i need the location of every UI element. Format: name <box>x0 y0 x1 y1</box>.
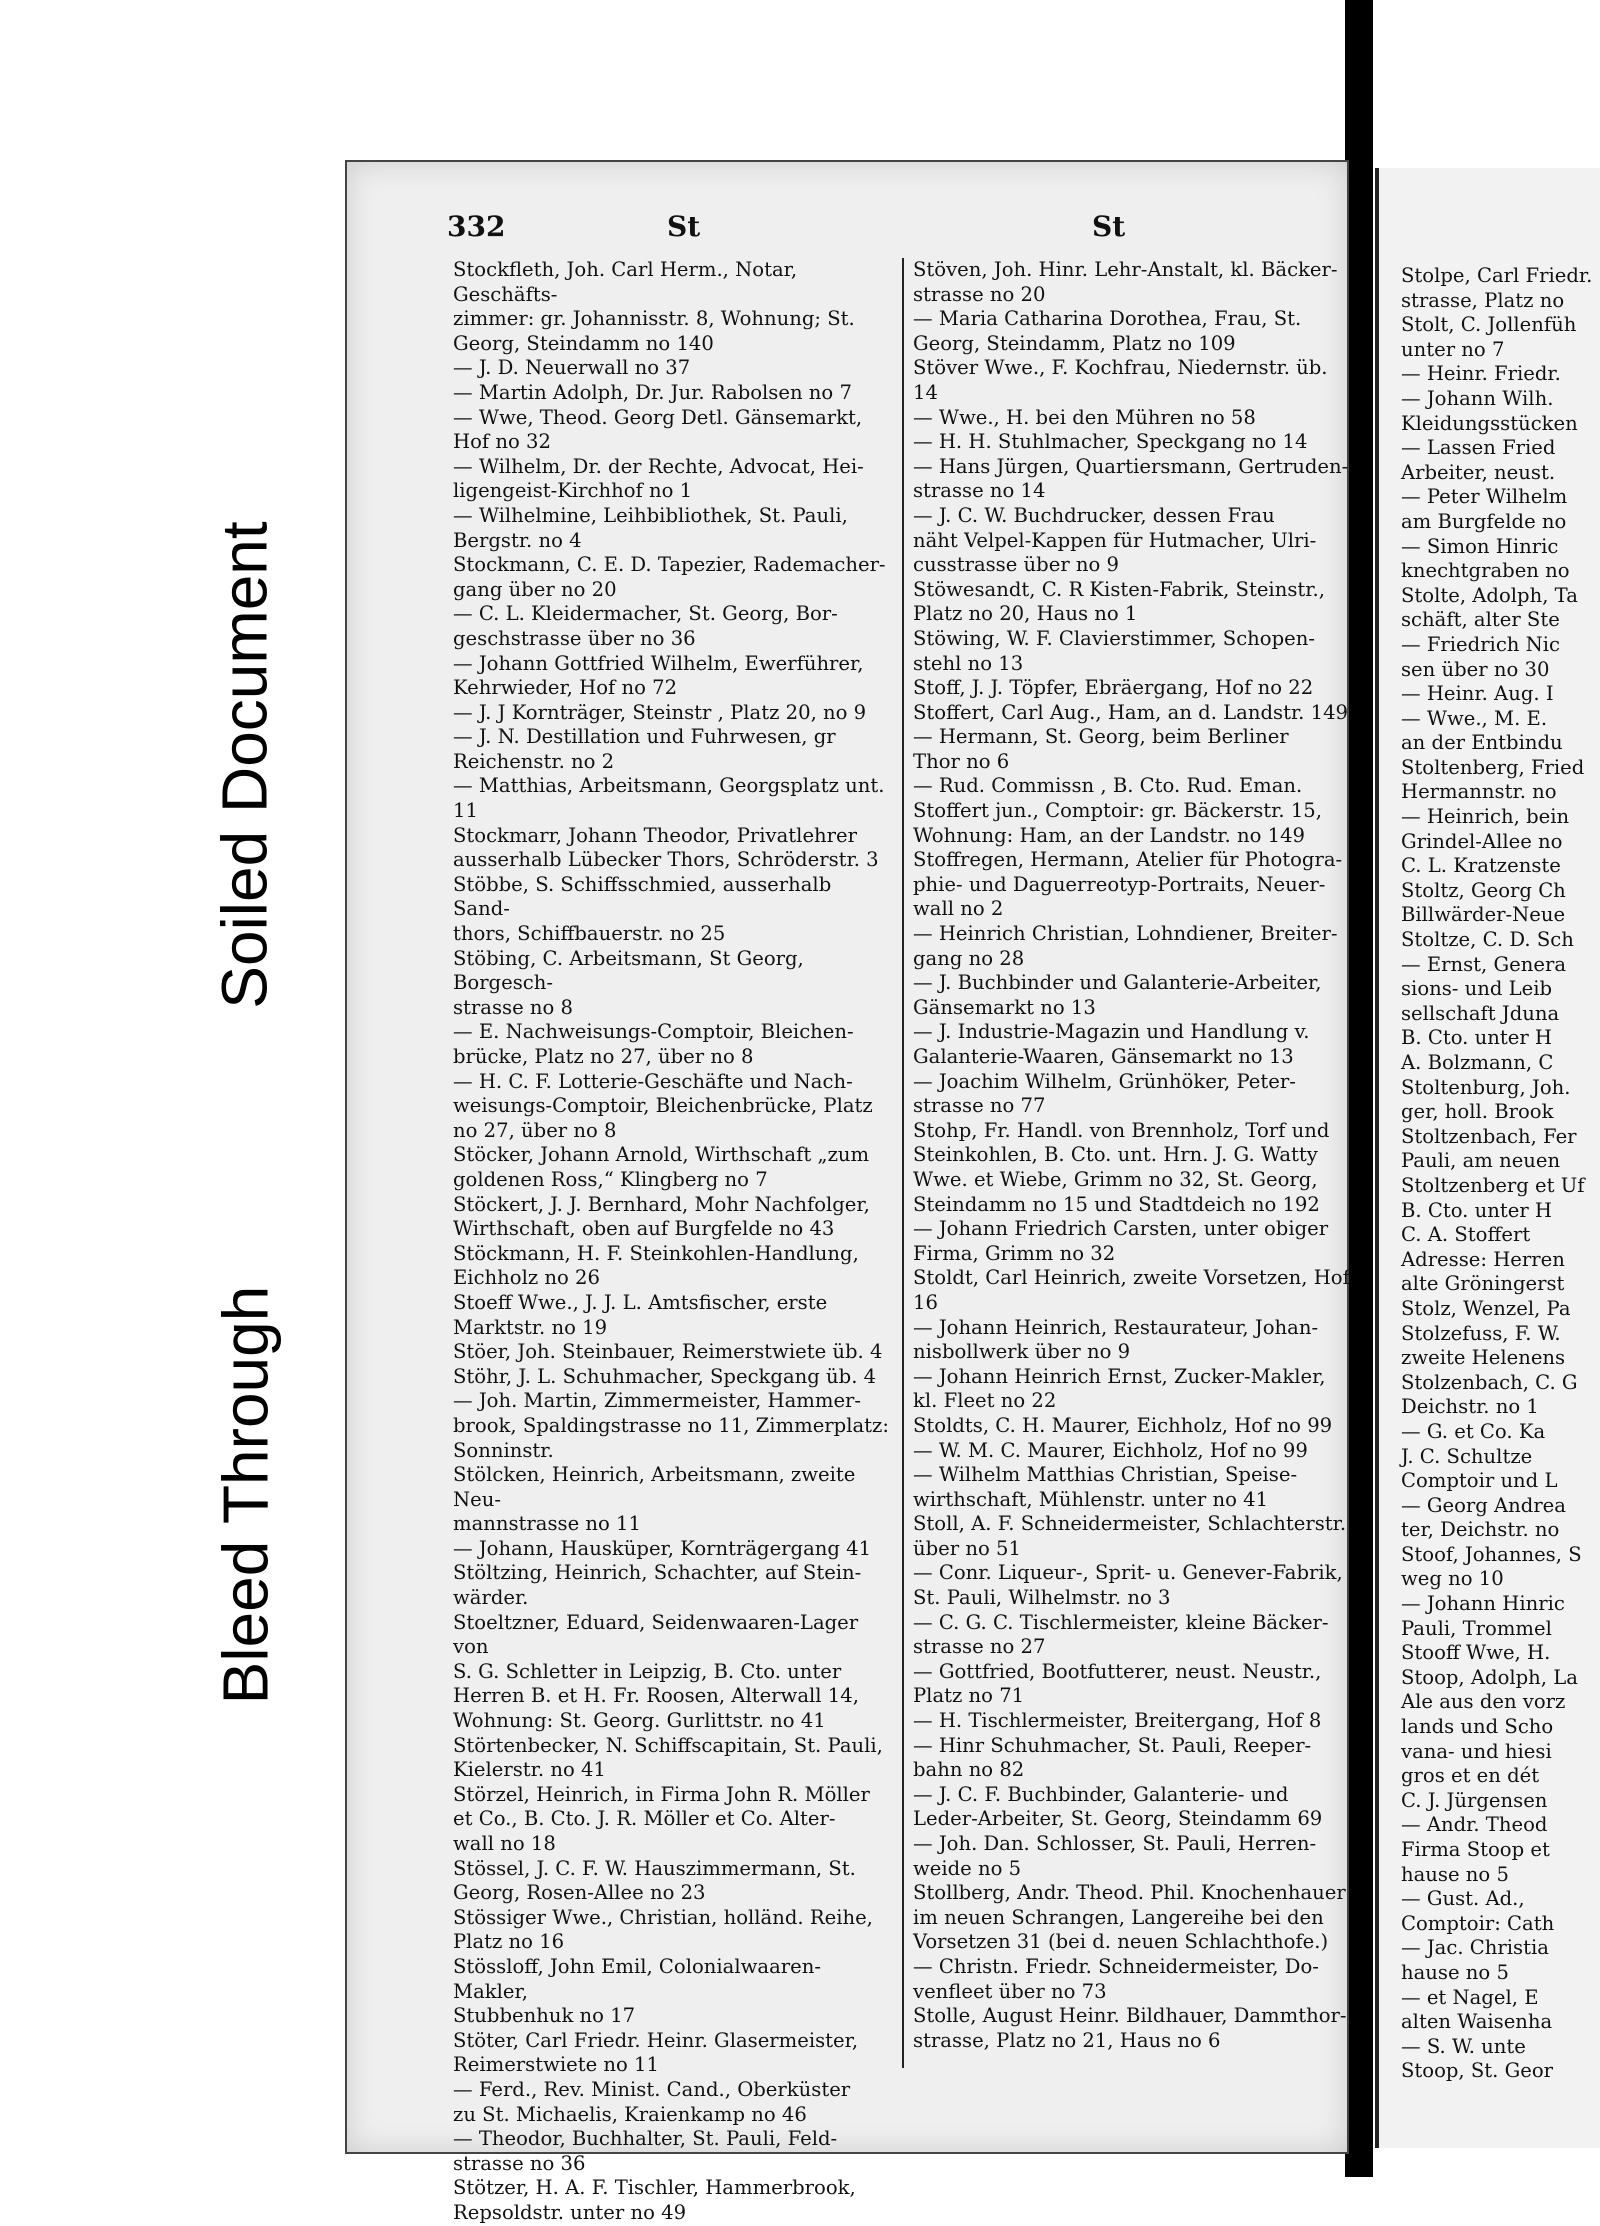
directory-line: Stöbbe, S. Schiffsschmied, ausserhalb Sand- <box>453 872 838 921</box>
next-page-line: — Simon Hinric <box>1401 534 1559 558</box>
directory-line: Stubbenhuk no 17 <box>453 2004 636 2028</box>
directory-line: cusstrasse über no 9 <box>913 553 1120 577</box>
next-page-line: — Lassen Fried <box>1401 436 1556 460</box>
directory-line: über no 51 <box>913 1536 1021 1560</box>
directory-line: Stockfleth, Joh. Carl Herm., Notar, Geschäfts- <box>453 258 804 306</box>
next-page-line: A. Bolzmann, C <box>1401 1051 1554 1074</box>
next-page-line: an der Entbindu <box>1401 731 1563 755</box>
next-page-line: — S. W. unte <box>1401 2034 1526 2058</box>
next-page-line: hause no 5 <box>1401 1862 1509 1886</box>
next-page-line: zweite Helenens <box>1401 1346 1566 1370</box>
directory-line: — J. J Kornträger, Steinstr , Platz 20, no 9 <box>453 700 867 724</box>
directory-line: no 27, über no 8 <box>453 1118 617 1142</box>
next-page-line: — Georg Andrea <box>1401 1493 1566 1517</box>
next-page-line: Ale aus den vorz <box>1401 1690 1566 1714</box>
directory-line: — W. M. C. Maurer, Eichholz, Hof no 99 <box>913 1438 1308 1462</box>
directory-line: — Wilhelmine, Leihbibliothek, St. Pauli, <box>453 503 848 527</box>
next-page-line: — Heinr. Friedr. <box>1401 362 1561 386</box>
next-page-column <box>1401 264 1592 2084</box>
directory-line: — Rud. Commissn , B. Cto. Rud. Eman. <box>913 774 1303 798</box>
directory-line: — J. D. Neuerwall no 37 <box>453 356 691 380</box>
next-page-line: Stoop, Adolph, La <box>1401 1665 1578 1689</box>
directory-line: strasse no 36 <box>453 2151 586 2175</box>
directory-line: Stöven, Joh. Hinr. Lehr-Anstalt, kl. Bäcker- <box>913 258 1338 281</box>
directory-line: — Hermann, St. Georg, beim Berliner <box>913 725 1289 749</box>
directory-line: — H. H. Stuhlmacher, Speckgang no 14 <box>913 430 1308 454</box>
directory-line: Wohnung: St. Georg. Gurlittstr. no 41 <box>453 1709 826 1733</box>
next-page-line: Hermannstr. no <box>1401 780 1557 804</box>
directory-line: strasse no 27 <box>913 1635 1046 1659</box>
directory-line: — Johann Heinrich, Restaurateur, Johan- <box>913 1315 1319 1339</box>
next-page-line: Comptoir: Cath <box>1401 1911 1555 1935</box>
directory-line: Kehrwieder, Hof no 72 <box>453 676 678 700</box>
directory-line: et Co., B. Cto. J. R. Möller et Co. Alter- <box>453 1807 836 1831</box>
next-page-line: hause no 5 <box>1401 1960 1509 1984</box>
directory-line: mannstrasse no 11 <box>453 1512 641 1536</box>
next-page-line: — Jac. Christia <box>1401 1936 1549 1960</box>
directory-line: geschstrasse über no 36 <box>453 626 696 650</box>
directory-line: Stoldts, C. H. Maurer, Eichholz, Hof no 99 <box>913 1413 1333 1437</box>
directory-line: — Matthias, Arbeitsmann, Georgsplatz unt. 11 <box>453 774 891 823</box>
directory-line: — Johann Gottfried Wilhelm, Ewerführer, <box>453 651 864 675</box>
next-page-line: C. L. Kratzenste <box>1401 854 1561 878</box>
directory-line: Stössloff, John Emil, Colonialwaaren-Makler, <box>453 1954 821 2003</box>
next-page-line: Stolpe, Carl Friedr. <box>1401 264 1593 287</box>
directory-line: Georg, Rosen-Allee no 23 <box>453 1881 706 1905</box>
soiled-document-text: Soiled Document <box>209 521 281 1009</box>
directory-line: — H. C. F. Lotterie-Geschäfte und Nach- <box>453 1069 853 1093</box>
directory-line: gang über no 20 <box>453 577 617 601</box>
next-page-line: C. A. Stoffert <box>1401 1223 1531 1247</box>
next-page-line: — G. et Co. Ka <box>1401 1419 1546 1443</box>
directory-line: — H. Tischlermeister, Breitergang, Hof 8 <box>913 1709 1322 1733</box>
directory-line: Repsoldstr. unter no 49 <box>453 2200 687 2224</box>
directory-line: — Ferd., Rev. Minist. Cand., Oberküster <box>453 2077 851 2101</box>
directory-line: brook, Spaldingstrasse no 11, Zimmerplatz: <box>453 1413 889 1437</box>
directory-line: — Johann, Hausküper, Kornträgergang 41 <box>453 1536 872 1560</box>
directory-line: Gänsemarkt no 13 <box>913 995 1096 1019</box>
page-number: 332 <box>447 210 506 243</box>
next-page-line: — Gust. Ad., <box>1401 1887 1525 1911</box>
page-header <box>347 210 1347 250</box>
directory-line: Stöhr, J. L. Schuhmacher, Speckgang üb. 4 <box>453 1364 877 1388</box>
directory-line: Stöter, Carl Friedr. Heinr. Glasermeister, <box>453 2028 859 2052</box>
directory-line: wall no 2 <box>913 897 1004 921</box>
directory-line: — Joh. Martin, Zimmermeister, Hammer- <box>453 1389 862 1413</box>
next-page-line: — Andr. Theod <box>1401 1813 1548 1837</box>
directory-line: — J. Industrie-Magazin und Handlung v. <box>913 1020 1310 1044</box>
directory-line: — Conr. Liqueur-, Sprit- u. Genever-Fabrik, <box>913 1561 1343 1585</box>
next-page-line: unter no 7 <box>1401 337 1505 361</box>
next-page-line: Grindel-Allee no <box>1401 829 1563 853</box>
next-page-line: ter, Deichstr. no <box>1401 1518 1560 1542</box>
directory-line: — Maria Catharina Dorothea, Frau, St. <box>913 307 1302 331</box>
directory-line: venfleet über no 73 <box>913 1979 1107 2003</box>
next-page-line: — Ernst, Genera <box>1401 952 1567 976</box>
directory-line: Stoeff Wwe., J. J. L. Amtsfischer, erste <box>453 1290 828 1314</box>
directory-line: phie- und Daguerreotyp-Portraits, Neuer- <box>913 872 1326 896</box>
next-page-line: — Peter Wilhelm <box>1401 485 1568 509</box>
directory-line: — Joh. Dan. Schlosser, St. Pauli, Herren- <box>913 1832 1317 1855</box>
next-page-line: — Wwe., M. E. <box>1401 706 1548 730</box>
next-page-line: Comptoir und L <box>1401 1469 1558 1493</box>
directory-line: Reimerstwiete no 11 <box>453 2053 659 2077</box>
next-page-line: Stoltzenbach, Fer <box>1401 1124 1577 1148</box>
next-page-edge <box>1375 168 1600 2148</box>
directory-line: — Wilhelm Matthias Christian, Speise- <box>913 1463 1298 1487</box>
next-page-line: Stoltenburg, Joh. <box>1401 1075 1571 1099</box>
directory-line: brücke, Platz no 27, über no 8 <box>453 1045 754 1068</box>
directory-line: Stollberg, Andr. Theod. Phil. Knochenhauer <box>913 1881 1346 1905</box>
next-page-line: am Burgfelde no <box>1401 509 1567 533</box>
directory-line: Wohnung: Ham, an der Landstr. no 149 <box>913 823 1306 847</box>
directory-line: Stolle, August Heinr. Bildhauer, Dammthor- <box>913 2004 1347 2028</box>
directory-line: im neuen Schrangen, Langereihe bei den <box>913 1905 1324 1929</box>
directory-line: Stötzer, H. A. F. Tischler, Hammerbrook, <box>453 2176 856 2200</box>
next-page-line: Billwärder-Neue <box>1401 903 1566 927</box>
directory-line: — Martin Adolph, Dr. Jur. Rabolsen no 7 <box>453 380 852 404</box>
next-page-line: — et Nagel, E <box>1401 1985 1539 2009</box>
next-page-line: B. Cto. unter H <box>1401 1198 1553 1222</box>
next-page-line: knechtgraben no <box>1401 559 1570 583</box>
directory-line: Stöckmann, H. F. Steinkohlen-Handlung, <box>453 1241 859 1265</box>
directory-line: Stoffregen, Hermann, Atelier für Photogra- <box>913 848 1343 872</box>
left-column-header: St <box>667 210 701 243</box>
next-page-line: Pauli, am neuen <box>1401 1149 1561 1173</box>
directory-line: — Hinr Schuhmacher, St. Pauli, Reeper- <box>913 1733 1312 1757</box>
directory-page <box>345 160 1357 2224</box>
directory-line: — C. L. Kleidermacher, St. Georg, Bor- <box>453 602 838 626</box>
next-page-line: sions- und Leib <box>1401 977 1553 1001</box>
right-column <box>913 258 1357 2053</box>
next-page-line: Stolt, C. Jollenfüh <box>1401 313 1577 337</box>
next-page-line: strasse, Platz no <box>1401 288 1565 312</box>
directory-line: Stöckert, J. J. Bernhard, Mohr Nachfolger, <box>453 1192 870 1216</box>
directory-line: Steindamm no 15 und Stadtdeich no 192 <box>913 1192 1320 1216</box>
directory-line: Eichholz no 26 <box>453 1266 600 1290</box>
directory-line: S. G. Schletter in Leipzig, B. Cto. unter <box>453 1659 842 1683</box>
next-page-line: sellschaft Jduna <box>1401 1001 1560 1025</box>
next-page-line: B. Cto. unter H <box>1401 1026 1553 1050</box>
next-page-line: — Heinrich, bein <box>1401 805 1570 829</box>
directory-line: — Johann Friedrich Carsten, unter obiger <box>913 1217 1329 1241</box>
bleed-through-label <box>200 1190 290 1800</box>
directory-line: Stöbing, C. Arbeitsmann, St Georg, Borgesch- <box>453 946 811 995</box>
directory-line: Störtenbecker, N. Schiffscapitain, St. Pauli, <box>453 1733 883 1757</box>
directory-line: Vorsetzen 31 (bei d. neuen Schlachthofe.) <box>913 1930 1329 1954</box>
next-page-line: C. J. Jürgensen <box>1401 1788 1548 1812</box>
next-page-line: Stolzefuss, F. W. <box>1401 1321 1561 1345</box>
directory-line: Stoff, J. J. Töpfer, Ebräergang, Hof no 22 <box>913 676 1314 700</box>
directory-line: weide no 5 <box>913 1856 1022 1880</box>
next-page-line: Stoltze, C. D. Sch <box>1401 928 1574 952</box>
directory-line: goldenen Ross,“ Klingberg no 7 <box>453 1167 768 1191</box>
directory-line: Thor no 6 <box>913 749 1010 773</box>
directory-line: zimmer: gr. Johannisstr. 8, Wohnung; St. <box>453 307 855 331</box>
directory-line: — J. N. Destillation und Fuhrwesen, gr <box>453 725 836 749</box>
next-page-line: Kleidungsstücken <box>1401 411 1578 435</box>
directory-line: Stoldt, Carl Heinrich, zweite Vorsetzen, Hof 16 <box>913 1266 1357 1314</box>
next-page-line: Stolzenbach, C. G <box>1401 1370 1578 1394</box>
directory-line: weisungs-Comptoir, Bleichenbrücke, Platz <box>453 1094 873 1118</box>
directory-line: Stölcken, Heinrich, Arbeitsmann, zweite Neu- <box>453 1463 862 1511</box>
directory-line: wärder. <box>453 1586 529 1610</box>
directory-line: Platz no 71 <box>913 1684 1025 1708</box>
directory-line: Stössiger Wwe., Christian, holländ. Reihe, <box>453 1905 873 1929</box>
directory-line: Firma, Grimm no 32 <box>913 1241 1116 1265</box>
directory-line: Stöwing, W. F. Clavierstimmer, Schopen- <box>913 626 1315 650</box>
next-page-line: Stoof, Johannes, S <box>1401 1542 1582 1566</box>
soiled-document-label <box>200 470 290 1060</box>
directory-line: Stoffert, Carl Aug., Ham, an d. Landstr. 149 <box>913 700 1349 724</box>
directory-line: — Wwe, Theod. Georg Detl. Gänsemarkt, <box>453 405 863 429</box>
next-page-line: Stoltz, Georg Ch <box>1401 878 1566 902</box>
next-page-line: — Heinr. Aug. I <box>1401 682 1554 706</box>
next-page-line: alte Gröningerst <box>1401 1272 1565 1296</box>
directory-line: Kielerstr. no 41 <box>453 1758 606 1782</box>
directory-line: — C. G. C. Tischlermeister, kleine Bäcker- <box>913 1610 1329 1634</box>
directory-line: Marktstr. no 19 <box>453 1315 608 1339</box>
directory-line: Leder-Arbeiter, St. Georg, Steindamm 69 <box>913 1807 1323 1831</box>
directory-line: Stöwesandt, C. R Kisten-Fabrik, Steinstr., <box>913 577 1325 601</box>
directory-line: Wwe. et Wiebe, Grimm no 32, St. Georg, <box>913 1167 1318 1191</box>
directory-line: Bergstr. no 4 <box>453 528 582 552</box>
directory-line: Hof no 32 <box>453 430 551 454</box>
next-page-line: Stooff Wwe, H. <box>1401 1641 1551 1665</box>
directory-line: Georg, Steindamm no 140 <box>453 331 714 355</box>
directory-line: — J. C. W. Buchdrucker, dessen Frau <box>913 503 1275 527</box>
directory-line: Stöver Wwe., F. Kochfrau, Niedernstr. üb. 14 <box>913 356 1334 404</box>
directory-line: bahn no 82 <box>913 1758 1025 1782</box>
directory-line: Stöltzing, Heinrich, Schachter, auf Stein- <box>453 1561 862 1585</box>
next-page-line: vana- und hiesi <box>1401 1739 1552 1763</box>
directory-line: Stöcker, Johann Arnold, Wirthschaft „zum <box>453 1143 870 1167</box>
directory-line: — Wwe., H. bei den Mühren no 58 <box>913 405 1256 429</box>
next-page-line: lands und Scho <box>1401 1715 1554 1739</box>
next-page-line: Stoop, St. Geor <box>1401 2059 1554 2083</box>
next-page-line: Stoltzenberg et Uf <box>1401 1173 1585 1197</box>
directory-line: Platz no 16 <box>453 1930 565 1954</box>
next-page-line: gros et en dét <box>1401 1764 1540 1788</box>
directory-line: Platz no 20, Haus no 1 <box>913 602 1138 626</box>
directory-line: St. Pauli, Wilhelmstr. no 3 <box>913 1586 1171 1610</box>
directory-line: — Theodor, Buchhalter, St. Pauli, Feld- <box>453 2127 838 2151</box>
directory-line: ligengeist-Kirchhof no 1 <box>453 479 693 503</box>
directory-line: — J. Buchbinder und Galanterie-Arbeiter, <box>913 971 1322 995</box>
directory-line: Stoffert jun., Comptoir: gr. Bäckerstr. 15, <box>913 799 1322 823</box>
directory-line: wirthschaft, Mühlenstr. unter no 41 <box>913 1487 1269 1511</box>
right-column-header: St <box>1092 210 1126 243</box>
directory-line: Störzel, Heinrich, in Firma John R. Möller <box>453 1782 870 1806</box>
directory-line: zu St. Michaelis, Kraienkamp no 46 <box>453 2102 807 2126</box>
directory-line: nisbollwerk über no 9 <box>913 1340 1131 1364</box>
directory-line: — Johann Heinrich Ernst, Zucker-Makler, <box>913 1364 1326 1388</box>
directory-line: kl. Fleet no 22 <box>913 1389 1057 1413</box>
next-page-line: schäft, alter Ste <box>1401 608 1560 632</box>
next-page-line: Stolte, Adolph, Ta <box>1401 583 1578 607</box>
next-page-line: — Friedrich Nic <box>1401 632 1561 656</box>
directory-line: — Gottfried, Bootfutterer, neust. Neustr., <box>913 1659 1322 1683</box>
next-page-line: sen über no 30 <box>1401 657 1550 681</box>
directory-line: strasse no 20 <box>913 282 1046 306</box>
column-divider <box>902 258 904 2068</box>
directory-line: Stockmarr, Johann Theodor, Privatlehrer <box>453 823 857 847</box>
directory-line: — Christn. Friedr. Schneidermeister, Do- <box>913 1954 1319 1978</box>
directory-line: Steinkohlen, B. Cto. unt. Hrn. J. G. Watty <box>913 1143 1318 1167</box>
next-page-line: Adresse: Herren <box>1401 1247 1565 1271</box>
directory-line: strasse no 8 <box>453 995 574 1019</box>
directory-line: — E. Nachweisungs-Comptoir, Bleichen- <box>453 1020 854 1044</box>
next-page-line: Deichstr. no 1 <box>1401 1395 1539 1419</box>
next-page-line: — Johann Wilh. <box>1401 386 1554 410</box>
directory-line: thors, Schiffbauerstr. no 25 <box>453 922 726 946</box>
next-page-line: Stoltenberg, Fried <box>1401 755 1585 779</box>
directory-line: wall no 18 <box>453 1832 556 1855</box>
next-page-line: alten Waisenha <box>1401 2010 1553 2034</box>
next-page-line: — Johann Hinric <box>1401 1592 1565 1616</box>
directory-line: gang no 28 <box>913 946 1025 970</box>
next-page-line: Firma Stoop et <box>1401 1838 1550 1861</box>
directory-line: Stoeltzner, Eduard, Seidenwaaren-Lager von <box>453 1610 865 1659</box>
directory-line: — Heinrich Christian, Lohndiener, Breiter- <box>913 922 1338 946</box>
directory-line: Wirthschaft, oben auf Burgfelde no 43 <box>453 1217 835 1241</box>
directory-line: Stockmann, C. E. D. Tapezier, Rademacher- <box>453 553 886 577</box>
directory-line: stehl no 13 <box>913 651 1024 675</box>
directory-line: Herren B. et H. Fr. Roosen, Alterwall 14, <box>453 1684 859 1708</box>
next-page-line: J. C. Schultze <box>1401 1444 1533 1468</box>
directory-line: strasse, Platz no 21, Haus no 6 <box>913 2028 1221 2052</box>
directory-line: strasse no 77 <box>913 1094 1046 1118</box>
directory-line: Reichenstr. no 2 <box>453 749 615 773</box>
directory-line: Stoll, A. F. Schneidermeister, Schlachterstr. <box>913 1512 1347 1536</box>
directory-line: — Joachim Wilhelm, Grünhöker, Peter- <box>913 1069 1296 1093</box>
directory-line: Stössel, J. C. F. W. Hauszimmermann, St. <box>453 1856 856 1880</box>
directory-line: Galanterie-Waaren, Gänsemarkt no 13 <box>913 1045 1294 1068</box>
next-page-line: Stolz, Wenzel, Pa <box>1401 1296 1571 1320</box>
directory-line: Stohp, Fr. Handl. von Brennholz, Torf und <box>913 1118 1330 1142</box>
directory-line: — J. C. F. Buchbinder, Galanterie- und <box>913 1782 1289 1806</box>
directory-line: Stöer, Joh. Steinbauer, Reimerstwiete üb. 4 <box>453 1340 883 1364</box>
directory-line: Sonninstr. <box>453 1438 554 1462</box>
next-page-line: Arbeiter, neust. <box>1401 460 1556 484</box>
next-page-line: ger, holl. Brook <box>1401 1100 1554 1124</box>
directory-line: — Hans Jürgen, Quartiersmann, Gertruden- <box>913 454 1349 478</box>
directory-line: Georg, Steindamm, Platz no 109 <box>913 331 1236 355</box>
directory-line: — Wilhelm, Dr. der Rechte, Advocat, Hei- <box>453 454 864 478</box>
directory-line: ausserhalb Lübecker Thors, Schröderstr. 3 <box>453 848 879 872</box>
directory-line: strasse no 14 <box>913 479 1046 503</box>
next-page-line: Pauli, Trommel <box>1401 1616 1552 1640</box>
bleed-through-text: Bleed Through <box>209 1285 281 1705</box>
next-page-line: weg no 10 <box>1401 1567 1504 1591</box>
directory-line: näht Velpel-Kappen für Hutmacher, Ulri- <box>913 528 1317 552</box>
left-column <box>453 258 893 2226</box>
